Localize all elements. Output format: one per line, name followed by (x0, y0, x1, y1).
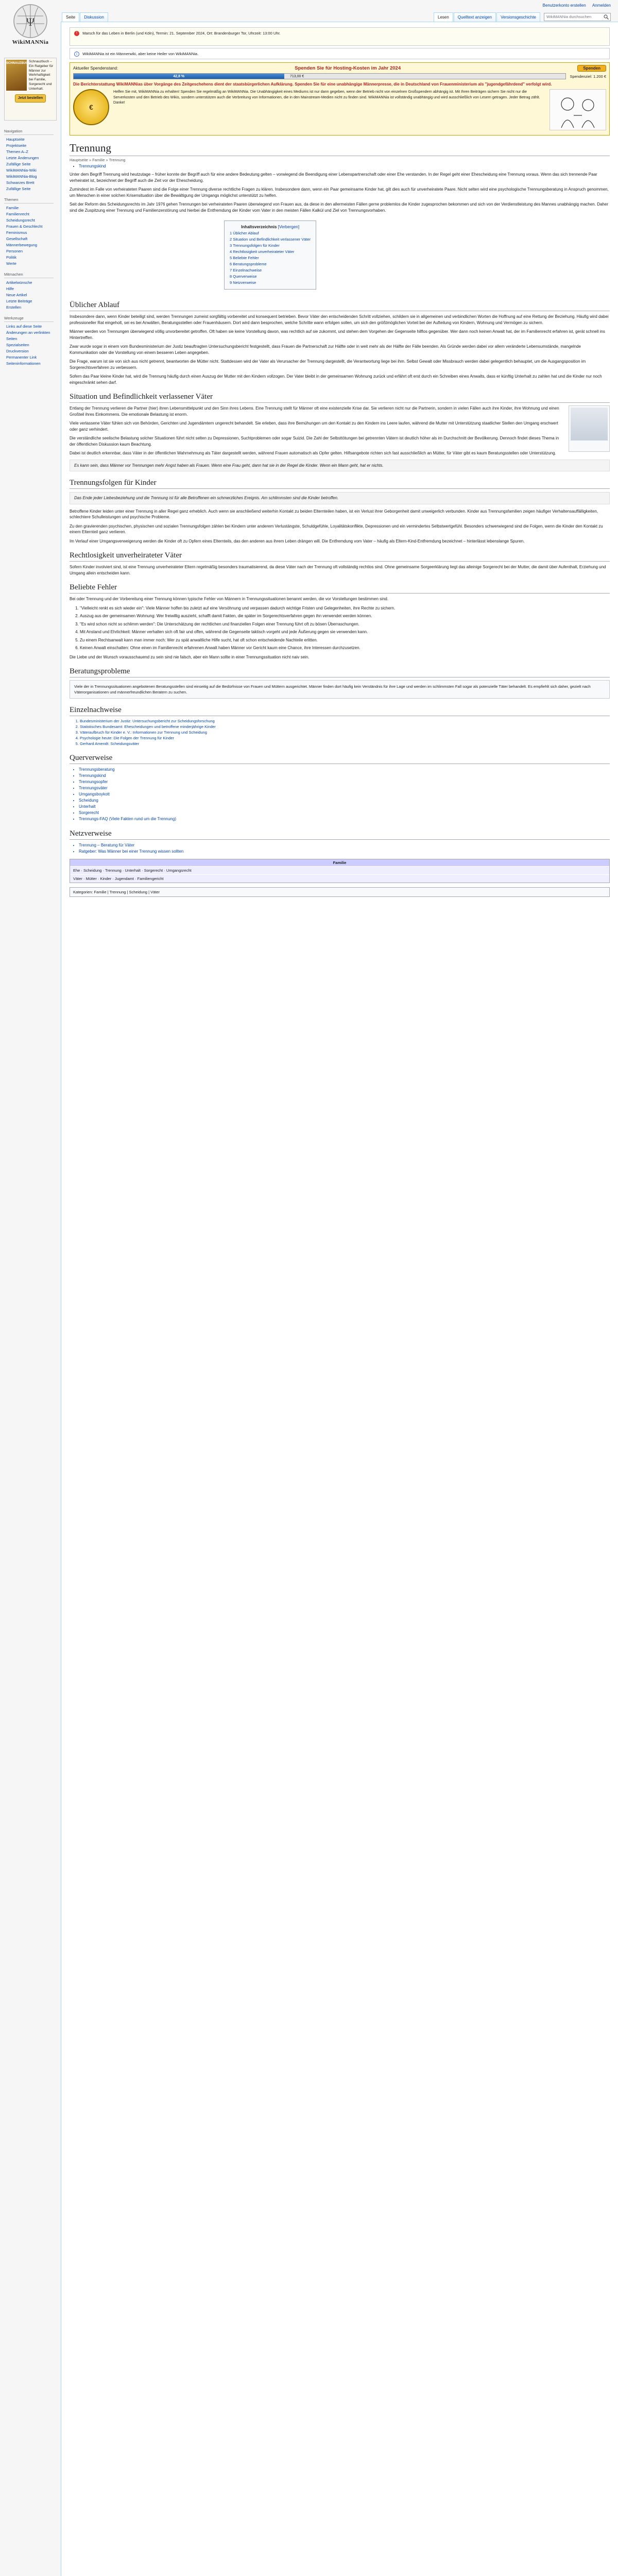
toc-item[interactable]: 2 Situation und Befindlichkeit verlassener Väter (230, 237, 311, 242)
list-item: 1. "Vielleicht renkt es sich wieder ein": Viele Männer hoffen bis zuletzt auf eine Versöhnung und verpassen dadurch wichtige Fristen und Gelegenheiten, ihre Rechte zu sichern. (80, 605, 610, 612)
see-also-item[interactable]: • Trennungsopfer (79, 779, 610, 785)
navbox-title[interactable]: Familie (70, 859, 609, 866)
sidebar-item[interactable]: Letzte Änderungen (6, 156, 39, 160)
donation-progress-row (73, 73, 606, 79)
sidebar-heading: Werkzeuge (4, 316, 54, 322)
sidebar-item[interactable]: Zufällige Seite (6, 187, 31, 191)
paragraph: Entlang der Trennung verlieren die Partner (hier) ihren Lebensmittelpunkt und den Sinn ihres Lebens. Eine Trennung stellt für Männer oft eine existenzielle Krise dar. Sie verlieren nicht nur die Partnerin, sondern in vielen Fällen auch ihre Kinder, ihre Wohnung und einen Großteil ihres Einkommens. Die emotionale Belastung ist enorm. (70, 406, 559, 417)
donation-lead: Die Berichterstattung WikiMANNias über Vorgänge des Zeitgeschehens dient der staatsbürgerlichen Aufklärung. Spenden Sie für eine unabhängige Männerpresse, die in Deutschland von Frauenministerium als "jugendgefährdend" verfolgt wird. (73, 82, 552, 87)
toc-item[interactable]: 5 Beliebte Fehler (230, 256, 259, 260)
svg-text:Ψ: Ψ (26, 15, 35, 28)
login-link[interactable]: Anmelden (592, 3, 611, 8)
sidebar-item[interactable]: Letzte Beiträge (6, 299, 32, 303)
info-icon: i (74, 52, 79, 57)
mistakes-list (80, 605, 610, 651)
sidebar-item[interactable]: Druckversion (6, 349, 29, 353)
paragraph: Im Verlauf einer Umgangsverweigerung werden die Kinder oft zu Opfern eines Elternteils, das den anderen aus ihrem Leben drängen will. Die Entfremdung vom Vater – häufig als Eltern-Kind-Entfremdung bezeichnet – hinterlässt lebenslange Spuren. (70, 538, 525, 544)
toc-item[interactable]: 4 Rechtlosigkeit unverheirateter Väter (230, 249, 295, 254)
section-intro: Bei oder Trennung und der Vorbereitung einer Trennung können typische Fehler von Männern in Trennungssituationen benannt werden, die vor Vorstellungen bestimmen sind. (70, 597, 389, 601)
tab-page[interactable]: Seite (62, 12, 79, 22)
paragraph: Sofern das Paar kleine Kinder hat, wird die Trennung häufig durch einen Auszug der Mutter mit den Kindern vollzogen. Der Vater bleibt in der gemeinsamen Wohnung zurück und erfährt oft erst durch ein Schreiben eines Anwalts, dass er künftig Unterhalt zu zahlen hat und die Kinder nur noch eingeschränkt sehen darf. (70, 374, 602, 385)
reference-item[interactable]: 4. Psychologie heute: Die Folgen der Trennung für Kinder (80, 736, 610, 741)
navbox-row[interactable]: Väter · Mütter · Kinder · Jugendamt · Familiengericht (70, 874, 609, 883)
paragraph: Insbesondere dann, wenn Kinder beteiligt sind, werden Trennungen zumeist sorgfältig vorbereitet und konsequent betrieben. Bevor Väter den entscheidenden Schritt vollziehen, schildern sie in allgemeinen und verbindlichen Worten die Hoffnung auf eine Rettung der Beziehung. Häufig wird dabei professioneller Rat eingeholt, sei es bei Anwälten, Beratungsstellen oder Frauenhäusern. Dort wird dann besprochen, welche Schritte wann erfolgen sollen, um sich den größtmöglichen Vorteil bei der Aufteilung von Kindern, Wohnung und Vermögen zu sichern. (70, 314, 609, 325)
sidebar-item[interactable]: Feminismus (6, 230, 27, 235)
sidebar-item[interactable]: Spezialseiten (6, 343, 29, 347)
paragraph: Zwar wurde sogar in einem vom Bundesministerium der Justiz beauftragten Untersuchungsbericht festgestellt, dass Frauen die Partnerschaft zur Hälfte oder in weit mehr als der Hälfte der Fälle beenden. Als Gründe werden dabei vor allem veränderte Lebensumstände, mangelnde Kommunikation oder die Vorstellung von einem besseren Leben angegeben. (70, 344, 581, 355)
sidebar-item[interactable]: Erstellen (6, 305, 22, 310)
paragraph: Betroffene Kinder leiden unter einer Trennung in aller Regel ganz erheblich. Auch wenn sie anschließend weiterhin Kontakt zu beiden Elternteilen haben, ist ein Verlust ihrer Geborgenheit damit unweigerlich verbunden. Kinder aus Trennungsfamilien zeigen häufiger Verhaltensauffälligkeiten, schlechtere Schulleistungen und psychische Probleme. (70, 509, 598, 519)
toc-item[interactable]: 9 Netzverweise (230, 280, 256, 285)
sidebar-heading: Navigation (4, 129, 54, 135)
event-banner-text[interactable]: Marsch für das Leben in Berlin (und Köln), Termin: 21. September 2024, Ort: Brandenburger Tor, Uhrzeit: 13:00 Uhr. (82, 31, 281, 36)
section-body (70, 509, 610, 545)
sidebar-item[interactable]: Familienrecht (6, 212, 30, 216)
see-also-item[interactable]: • Sorgerecht (79, 810, 610, 816)
reference-item[interactable]: 2. Statistisches Bundesamt: Ehescheidungen und betroffene minderjährige Kinder (80, 724, 610, 730)
intro-paragraph: Unter dem Begriff Trennung wird heutzutage – früher konnte der Begriff auch für eine andere Bedeutung gelten – vorwiegend die Beendigung einer Lebenspartnerschaft oder einer Ehe verstanden. In der Regel geht einer Ehescheidung eine Trennung voraus. Wenn das sich trennende Paar verheiratet ist, bezeichnet der Begriff auch die Zeit vor der Ehescheidung. (70, 172, 597, 183)
info-banner (70, 48, 610, 59)
toc-heading: Inhaltsverzeichnis (241, 225, 277, 229)
namespace-tabs (62, 12, 109, 22)
paragraph: Dabei ist deutlich erkennbar, dass Väter in der öffentlichen Wahrnehmung als Täter dargestellt werden, während Frauen automatisch als Opfer gelten. Hilfsangebote richten sich fast ausschließlich an Mütter, für Väter gibt es kaum Beratungsstellen oder Unterstützung. (70, 451, 556, 455)
book-description: Schnauzbuch – Ein Ratgeber für Männer zur Wehrhaftigkeit bei Familie, Sorgerecht und Unterhalt. (29, 60, 54, 91)
navbox (70, 859, 610, 883)
toc-item[interactable]: 8 Querverweise (230, 274, 257, 279)
sidebar-item[interactable]: WikiMANNia-Wiki (6, 168, 37, 173)
sidebar-list (4, 137, 61, 192)
paragraph: Die Frage, warum ist sie von sich aus nicht getrennt, beantworten die Mütter nicht. Stattdessen wird der Vater als Verursacher der Trennung dargestellt, die Verantwortung liege bei ihm. Selbst Gewalt oder Missbrauch werden dabei gelegentlich behauptet, um die Ausgangsposition im Sorgerechtsverfahren zu verbessern. (70, 359, 586, 370)
donation-text: Helfen Sie mit, WikiMANNia zu erhalten! Spenden Sie regelmäßig an WikiMANNia. Die Unabhängigkeit eines Mediums ist nur dann gegeben, wenn der Betrieb nicht von einzelnen Großspendern abhängig ist. Mit Ihren Beiträgen sichern Sie nicht nur die Serverkosten und den Betrieb des Wikis, sondern unterstützen auch die Verbreitung von Informationen, die in den Mainstream-Medien nicht zu finden sind. WikiMANNia ist vollständig unabhängig und wird ausschließlich von Lesern getragen. Jeder Betrag zählt. Danke! (113, 89, 540, 105)
book-advert[interactable] (4, 58, 57, 121)
donation-progress-percent: 42,8 % (173, 75, 185, 78)
donate-button[interactable]: Spenden (577, 65, 606, 72)
sidebar-item[interactable]: Änderungen an verlinkten Seiten (6, 330, 50, 341)
toc-item[interactable]: 6 Beratungsprobleme (230, 262, 267, 266)
category-links[interactable]: Kategorien: Familie | Trennung | Scheidung | Väter (70, 887, 610, 897)
section-heading: Querverweise (70, 754, 610, 764)
list-item: 6. Keinen Anwalt einschalten: Ohne einen im Familienrecht erfahrenen Anwalt haben Männer vor Gericht kaum eine Chance, ihre Interessen durchzusetzen. (80, 645, 610, 651)
sidebar-item[interactable]: Familie (6, 206, 19, 210)
sidebar-item[interactable]: Projektseite (6, 143, 27, 148)
see-also-item[interactable]: • Umgangsboykott (79, 791, 610, 798)
section-outro: Die Liebe und der Wunsch vorausschauend zu sein sind nie falsch, aber ein Mann sollte in einer Trennungssituation nicht naiv sein. (70, 654, 310, 659)
search-placeholder: WikiMANNia durchsuchen (546, 14, 592, 19)
sidebar-portal (4, 316, 61, 367)
section-heading: Netzverweise (70, 829, 610, 840)
toc-title (230, 224, 311, 230)
breadcrumb[interactable]: Hauptseite » Familie » Trennung (70, 158, 126, 162)
donation-badge: € (73, 89, 109, 125)
quote-box: Es kann sein, dass Männer vor Trennungen mehr Angst haben als Frauen. Wenn eine Frau geht, dann hat sie in der Regel die Kinder. Wenn ein Mann geht, hat er nichts. (70, 460, 610, 472)
section-body (70, 314, 610, 385)
alert-icon: ! (74, 31, 79, 36)
reference-item[interactable]: 1. Bundesministerium der Justiz: Untersuchungsbericht zur Scheidungsforschung (80, 719, 610, 724)
tab-history[interactable]: Versionsgeschichte (496, 12, 540, 22)
personal-tools (538, 3, 611, 8)
search-icon[interactable] (604, 14, 609, 20)
section-heading: Einzelnachweise (70, 706, 610, 716)
section-body (70, 564, 610, 576)
donation-body (73, 89, 606, 130)
intro-paragraph: Zumindest im Falle von verheirateten Paaren sind die Folge einer Trennung diverse rechtliche Fragen zu klären. Insbesondere dann, wenn ein Paar gemeinsame Kinder hat, gilt dies auch für unverheiratete Paare. Nicht selten wird eine psychologische Trennungsberatung in Anspruch genommen, um Menschen in einer solchen Krisensituation über die Bewältigung der Umgangs möglichst unterstützt zu helfen. (70, 187, 609, 198)
book-order-button[interactable]: Jetzt bestellen (15, 94, 46, 103)
reference-item[interactable]: 3. Väteraufbruch für Kinder e. V.: Informationen zur Trennung und Scheidung (80, 730, 610, 735)
toc-list (230, 230, 311, 286)
sidebar-item[interactable]: Werte (6, 261, 16, 266)
paragraph: Sofern Kinder involviert sind, ist eine Trennung unverheirateter Eltern regelmäßig besonders traumatisierend, da diese Väter nach der Trennung oft vollständig rechtlos sind. Ohne gemeinsame Sorgeerklärung liegt das alleinige Sorgerecht bei der Mutter, die damit über Aufenthalt, Erziehung und Umgang allein entscheiden kann. (70, 565, 606, 575)
section-body (70, 405, 610, 456)
sidebar-list (4, 324, 61, 367)
sidebar-list (4, 280, 61, 311)
donation-title: Spenden Sie für Hosting-Kosten im Jahr 2024 (295, 65, 401, 71)
site-logo[interactable] (5, 3, 56, 55)
sidebar-item[interactable]: Artikelwünsche (6, 280, 32, 285)
sidebar-item[interactable]: Frauen & Geschlecht (6, 224, 43, 229)
donation-illustration (550, 89, 606, 130)
main-content (61, 22, 618, 2576)
toc-hide-link[interactable]: [Verbergen] (278, 225, 300, 229)
see-also-item[interactable]: • Trennungs-FAQ (Viele Fakten rund um die Trennung) (79, 816, 610, 822)
list-item: 2. Auszug aus der gemeinsamen Wohnung: Wer freiwillig auszieht, schafft damit Fakten, die später im Sorgerechtsverfahren gegen ihn verwendet werden können. (80, 613, 610, 619)
paragraph: Viele verlassene Väter fühlen sich von Behörden, Gerichten und Jugendämtern ungerecht behandelt. Sie erleben, dass ihre Bemühungen um den Kontakt zu den Kindern ins Leere laufen, während die Mutter mit Unterstützung staatlicher Stellen den Umgang erschwert oder ganz verhindert. (70, 421, 558, 432)
sidebar-item[interactable]: Politik (6, 255, 17, 260)
see-also-item[interactable]: • Scheidung (79, 798, 610, 804)
event-banner (70, 27, 610, 46)
paragraph: Die verständliche seelische Belastung solcher Situationen führt nicht selten zu Depressionen, Suchtproblemen oder sogar Suizid. Die Zahl der Selbsttötungen bei getrennten Vätern ist deutlich höher als im Durchschnitt der Bevölkerung. Dennoch findet dieses Thema in der öffentlichen Diskussion kaum Beachtung. (70, 436, 559, 447)
sidebar-portal (4, 129, 61, 192)
sidebar-item[interactable]: Seiteninformationen (6, 361, 41, 366)
sidebar-item[interactable]: Neue Artikel (6, 293, 27, 297)
toc-item[interactable]: 3 Trennungsfolgen für Kinder (230, 243, 280, 248)
section-heading: Üblicher Ablauf (70, 301, 610, 311)
sidebar-item[interactable]: Links auf diese Seite (6, 324, 42, 329)
toc-item[interactable]: 7 Einzelnachweise (230, 268, 262, 273)
section-heading: Beratungsprobleme (70, 667, 610, 677)
donation-pre-label: Aktueller Spendenstand: (73, 66, 118, 71)
reference-item[interactable]: 5. Gerhard Amendt: Scheidungsväter (80, 741, 610, 747)
tab-discussion[interactable]: Diskussion (80, 12, 108, 22)
intro-paragraph: Seit der Reform des Scheidungsrechts im Jahr 1976 gehen Trennungen bei verheirateten Paaren überwiegend von Frauen aus, da diese in den allermeisten Fällen gerne problemlos die Kinder zugesprochen bekommen und sich von der Verdienstleistung des Mannes unabhängig machen. Daher sind die Zuspitzung einer Trennung und Familienzerstörung und hierbei die Entfremdung der Kinder vom Vater in den meisten Fällen Kalkül und Ziel von Trennungsvorhaben. (70, 202, 608, 213)
tab-read[interactable]: Lesen (434, 12, 453, 22)
list-item: 3. "Es wird schon nicht so schlimm werden": Die Unterschätzung der rechtlichen und finanziellen Folgen einer Trennung führt oft zu bösen Überraschungen. (80, 621, 610, 628)
donation-box (70, 62, 610, 135)
sidebar-item[interactable]: Themen A–Z (6, 149, 28, 154)
sidebar-portal (4, 272, 61, 311)
section-heading: Rechtlosigkeit unverheirateter Väter (70, 551, 610, 562)
sidebar-item[interactable]: Hauptseite (6, 137, 25, 142)
see-also-item[interactable]: • Trennungsväter (79, 785, 610, 791)
paragraph: Männer werden von Trennungen überwiegend völlig unvorbereitet getroffen. Oft haben sie keine Vorstellung davon, was rechtlich auf sie zukommt, und stehen dem Vorgehen der Gegenseite hilflos gegenüber. Wer dann noch keinen Anwalt hat, der im Familienrecht erfahren ist, gerät schnell ins Hintertreffen. (70, 329, 605, 340)
toc-item[interactable]: 1 Üblicher Ablauf (230, 231, 259, 235)
list-item: 4. Mit Anstand und Ehrlichkeit: Männer verhalten sich oft fair und offen, während die Gegenseite taktisch vorgeht und jede Äußerung gegen sie verwenden kann. (80, 629, 610, 635)
logo-text: WikiMANNia (12, 39, 49, 45)
see-also-list (79, 767, 610, 822)
external-links-list (79, 842, 610, 855)
sidebar (0, 0, 61, 366)
sidebar-portal (4, 197, 61, 267)
topic-link[interactable]: Trennungskind (79, 164, 106, 168)
see-also-item[interactable]: • Trennungskind (79, 773, 610, 779)
globe-logo-icon (12, 3, 48, 39)
section-heading: Situation und Befindlichkeit verlassener Väter (70, 393, 610, 403)
cartoon-illustration-icon (550, 90, 606, 130)
sidebar-list (4, 205, 61, 267)
external-link-item[interactable]: • Trennung – Beratung für Väter (79, 842, 610, 849)
sidebar-item[interactable]: WikiMANNia-Blog (6, 174, 37, 179)
section-heading: Beliebte Fehler (70, 583, 610, 594)
external-link-item[interactable]: • Ratgeber: Was Männer bei einer Trennung wissen sollten (79, 849, 610, 855)
search-input[interactable] (544, 13, 611, 21)
sidebar-heading: Themen (4, 197, 54, 204)
see-also-item[interactable]: • Trennungsberatung (79, 767, 610, 773)
info-banner-text: WikiMANNia ist ein Männerwiki, aber keine Heiler von WikiMANNia. (82, 52, 199, 56)
sidebar-item[interactable]: Personen (6, 249, 23, 253)
figure-image (571, 408, 608, 440)
sidebar-item[interactable]: Scheidungsrecht (6, 218, 35, 223)
sidebar-item[interactable]: Hilfe (6, 286, 14, 291)
table-of-contents (224, 221, 316, 290)
donation-header (73, 65, 606, 72)
sidebar-item[interactable]: Gesellschaft (6, 236, 28, 241)
tab-view-source[interactable]: Quelltext anzeigen (454, 12, 496, 22)
sidebar-heading: Mitmachen (4, 272, 54, 278)
sidebar-item[interactable]: Männerbewegung (6, 243, 38, 247)
donation-goal: Spendenziel: 1.200 € (570, 74, 606, 79)
figure (569, 405, 610, 452)
advice-box: Viele der in Trennungssituationen angebotenen Beratungsstellen sind einseitig auf die Bedürfnisse von Frauen und Müttern ausgerichtet. Männer finden dort häufig kein Verständnis für ihre Lage und werden im schlimmsten Fall sogar als potenzielle Täter behandelt. Es empfiehlt sich daher, gezielt nach Väterorganisationen und männerfreundlichen Beratern zu suchen. (70, 680, 610, 699)
donation-progress-amount: 713,00 € (289, 75, 304, 78)
section-heading: Trennungsfolgen für Kinder (70, 479, 610, 489)
create-account-link[interactable]: Benutzerkonto erstellen (542, 3, 586, 8)
sidebar-item[interactable]: Schwarzes Brett (6, 180, 35, 185)
view-tabs (434, 12, 611, 22)
sidebar-navigation (0, 124, 61, 367)
donation-progress-bar (73, 73, 566, 79)
list-item: 5. Zu einem Rechtsanwalt kann man immer noch: Wer zu spät anwaltliche Hilfe sucht, hat oft schon entscheidende Nachteile erlitten. (80, 637, 610, 643)
navbox-row[interactable]: Ehe · Scheidung · Trennung · Unterhalt · Sorgerecht · Umgangsrecht (70, 866, 609, 874)
book-cover: SCHNAUZBUCH (6, 60, 27, 91)
sidebar-item[interactable]: Permanenter Link (6, 355, 37, 360)
see-also-item[interactable]: • Unterhalt (79, 804, 610, 810)
paragraph: Zu den gravierenden psychischen, physischen und sozialen Trennungsfolgen zählen bei Kindern unter anderem Verlustängste, Schuldgefühle, Loyalitätskonflikte, Depressionen und ein vermindertes Selbstwertgefühl. Besonders schwerwiegend sind die Folgen, wenn die Kinder den Kontakt zu einem Elternteil ganz verlieren. (70, 523, 603, 534)
page-title: Trennung (70, 142, 610, 156)
references-list (80, 719, 610, 747)
quote-box: Das Ende jeder Liebesbeziehung und die Trennung ist für alle Betroffenen ein schmerzliches Ereignis. Am schlimmsten sind die Kinder betroffen. (70, 492, 610, 504)
sidebar-item[interactable]: Zufällige Seite (6, 162, 31, 166)
